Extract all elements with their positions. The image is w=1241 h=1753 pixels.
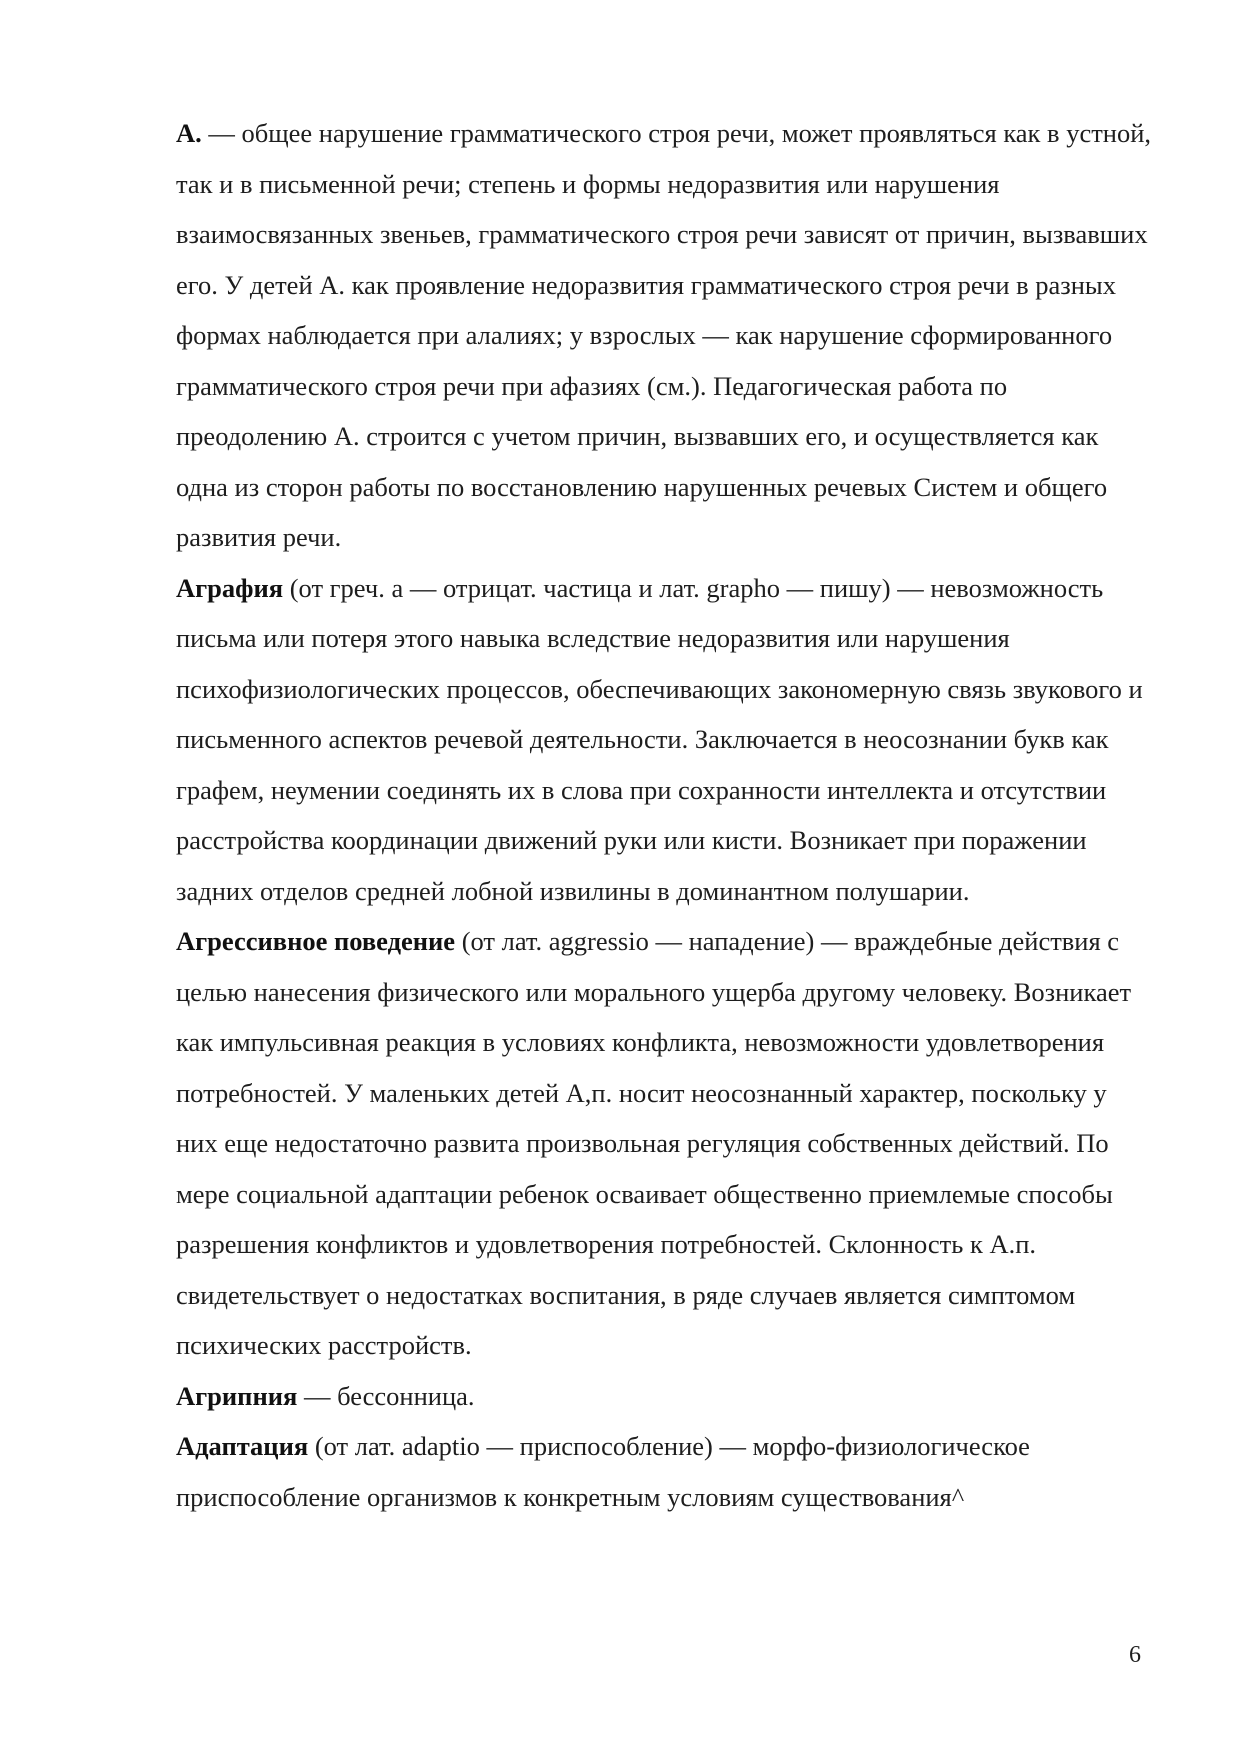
entry-agressivnoe-povedenie bbox=[176, 916, 1154, 1371]
definition-adaptaciya: (от лат. adaptio — приспособление) — морфо-физиологическое приспособление организмов к конкретным условиям существования^ bbox=[176, 1431, 1030, 1512]
definition-a: — общее нарушение грамматического строя речи, может проявляться как в устной, так и в письменной речи; степень и формы недоразвития или нарушения взаимосвязанных звеньев, грамматического строя речи зависят от причин, вызвавших его. У детей А. как проявление недоразвития грамматического строя речи в разных формах наблюдается при алалиях; у взрослых — как нарушение сформированного грамматического строя речи при афазиях (см.). Педагогическая работа по преодолению А. строится с учетом причин, вызвавших его, и осуществляется как одна из сторон работы по восстановлению нарушенных речевых Систем и общего развития речи. bbox=[176, 118, 1152, 552]
entry-agripniya bbox=[176, 1371, 1154, 1422]
term-a: А. bbox=[176, 118, 202, 148]
term-adaptaciya: Адаптация bbox=[176, 1431, 309, 1461]
definition-agrafiya: (от греч. а — отрицат. частица и лат. grapho — пишу) — невозможность письма или потеря этого навыка вследствие недоразвития или нарушения психофизиологических процессов, обеспечивающих закономерную связь звукового и письменного аспектов речевой деятельности. Заключается в неосознании букв как графем, неумении соединять их в слова при сохранности интеллекта и отсутствии расстройства координации движений руки или кисти. Возникает при поражении задних отделов средней лобной извилины в доминантном полушарии. bbox=[176, 572, 1143, 906]
entry-a bbox=[176, 108, 1154, 563]
term-agrafiya: Аграфия bbox=[176, 572, 284, 603]
term-agressivnoe-povedenie: Агрессивное поведение bbox=[176, 926, 456, 956]
document-body bbox=[176, 108, 1154, 1522]
definition-agripniya: — бессонница. bbox=[297, 1380, 475, 1411]
page-number: 6 bbox=[1129, 1642, 1141, 1668]
term-agripniya: Агрипния bbox=[176, 1380, 298, 1411]
entry-agrafiya bbox=[176, 563, 1154, 917]
entry-adaptaciya bbox=[176, 1421, 1154, 1522]
definition-agressivnoe-povedenie: (от лат. aggressio — нападение) — враждебные действия с целью нанесения физического или морального ущерба другому человеку. Возникает как импульсивная реакция в условиях конфликта, невозможности удовлетворения потребностей. У маленьких детей А,п. носит неосознанный характер, поскольку у них еще недостаточно развита произвольная регуляция собственных действий. По мере социальной адаптации ребенок осваивает общественно приемлемые способы разрешения конфликтов и удовлетворения потребностей. Склонность к А.п. свидетельствует о недостатках воспитания, в ряде случаев является симптомом психических расстройств. bbox=[176, 926, 1132, 1360]
